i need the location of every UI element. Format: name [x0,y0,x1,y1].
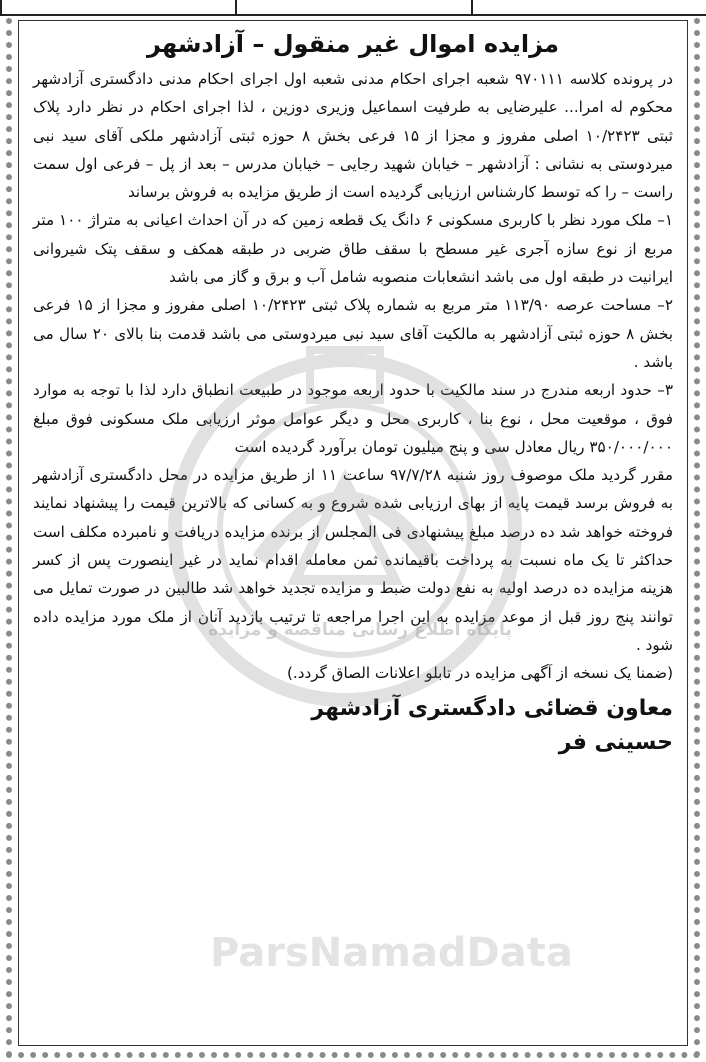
watermark-text: پایگاه اطلاع رسانی مناقصه و مزایده [208,620,512,640]
notice-title: مزایده اموال غیر منقول – آزادشهر [147,30,559,58]
strip-cell [0,0,235,14]
posting-note-paragraph: (ضمنا یک نسخه از آگهی مزایده در تابلو اعلانات الصاق گردد.) [286,664,673,683]
strip-cell [471,0,706,14]
signature-title: معاون قضائی دادگستری آزادشهر [311,695,673,721]
dotted-frame [6,18,700,1058]
signature-name: حسینی فر [558,729,673,755]
notice-box [18,20,688,1046]
watermark-latin-text: ParsNamadData [210,930,573,976]
clause-3-paragraph: ۳– حدود اربعه مندرج در سند مالکیت با حدود اربعه موجود در طبیعت انطباق دارد لذا با توجه به موارد فوق ، موقعیت محل ، نوع بنا ، کاربری محل و دیگر عوامل موثر ارزیابی ملک مسکونی فوق مبلغ ۳۵۰/۰۰۰/۰۰۰ ریال معادل سی و پنج میلیون تومان برآورد گردیده است [33,381,673,456]
auction-terms-paragraph: مقرر گردید ملک موصوف روز شنبه ۹۷/۷/۲۸ ساعت ۱۱ از طریق مزایده در محل دادگستری آزادشهر به فروش برسد قیمت پایه از بهای ارزیابی شده شروع و به کسانی که بالاترین قیمت را پیشنهاد نمایند فروخته خواهد شد ده درصد مبلغ پیشنهادی فی المجلس از برنده مزایده دریافت و نامبرده مکلف است حداکثر تا یک ماه نسبت به پرداخت باقیمانده ثمن معامله اقدام نماید در غیر اینصورت پس از کسر هزینه مزایده ده درصد اولیه به نفع دولت ضبط و مزایده تجدید خواهد شد طالبین در صورت تمایل می توانند پنج روز قبل از موعد مزایده به این اجرا مراجعه تا ترتیب بازدید آنان از ملک مورد مزایده داده شود . [33,466,673,654]
top-divider-strip [0,0,706,16]
intro-paragraph: در پرونده کلاسه ۹۷۰۱۱۱ شعبه اجرای احکام مدنی شعبه اول اجرای احکام مدنی دادگستری آزادشهر محکوم له امرا... علیرضایی به طرفیت اسماعیل وزیری دوزین ، لذا اجرای احکام در نظر دارد پلاک ثبتی ۱۰/۲۴۲۳ اصلی مفروز و مجزا از ۱۵ فرعی بخش ۸ حوزه ثبتی آزادشهر ملکی آقای سید نبی میردوستی به نشانی : آزادشهر – خیابان شهید رجایی – خیابان مدرس – بعد از پل – فرعی اول سمت راست – را که توسط کارشناس ارزیابی گردیده است از طریق مزایده به فروش برساند [33,70,673,202]
clause-1-paragraph: ۱– ملک مورد نظر با کاربری مسکونی ۶ دانگ یک قطعه زمین که در آن احداث اعیانی به متراژ ۱۰۰ متر مربع از نوع سازه آجری غیر مسطح با سقف طاق ضربی در طبقه همکف و سقف پتک شیروانی ایرانیت در طبقه اول می باشد انشعابات منصوبه شامل آب و برق و گاز می باشد [33,211,673,287]
strip-cell [235,0,470,14]
clause-2-paragraph: ۲– مساحت عرصه ۱۱۳/۹۰ متر مربع به شماره پلاک ثبتی ۱۰/۲۴۲۳ اصلی مفروز و مجزا از ۱۵ فرعی بخش ۸ حوزه ثبتی آزادشهر به مالکیت آقای سید نبی میردوستی می باشد قدمت بنا بالای ۲۰ سال می باشد . [33,296,674,371]
